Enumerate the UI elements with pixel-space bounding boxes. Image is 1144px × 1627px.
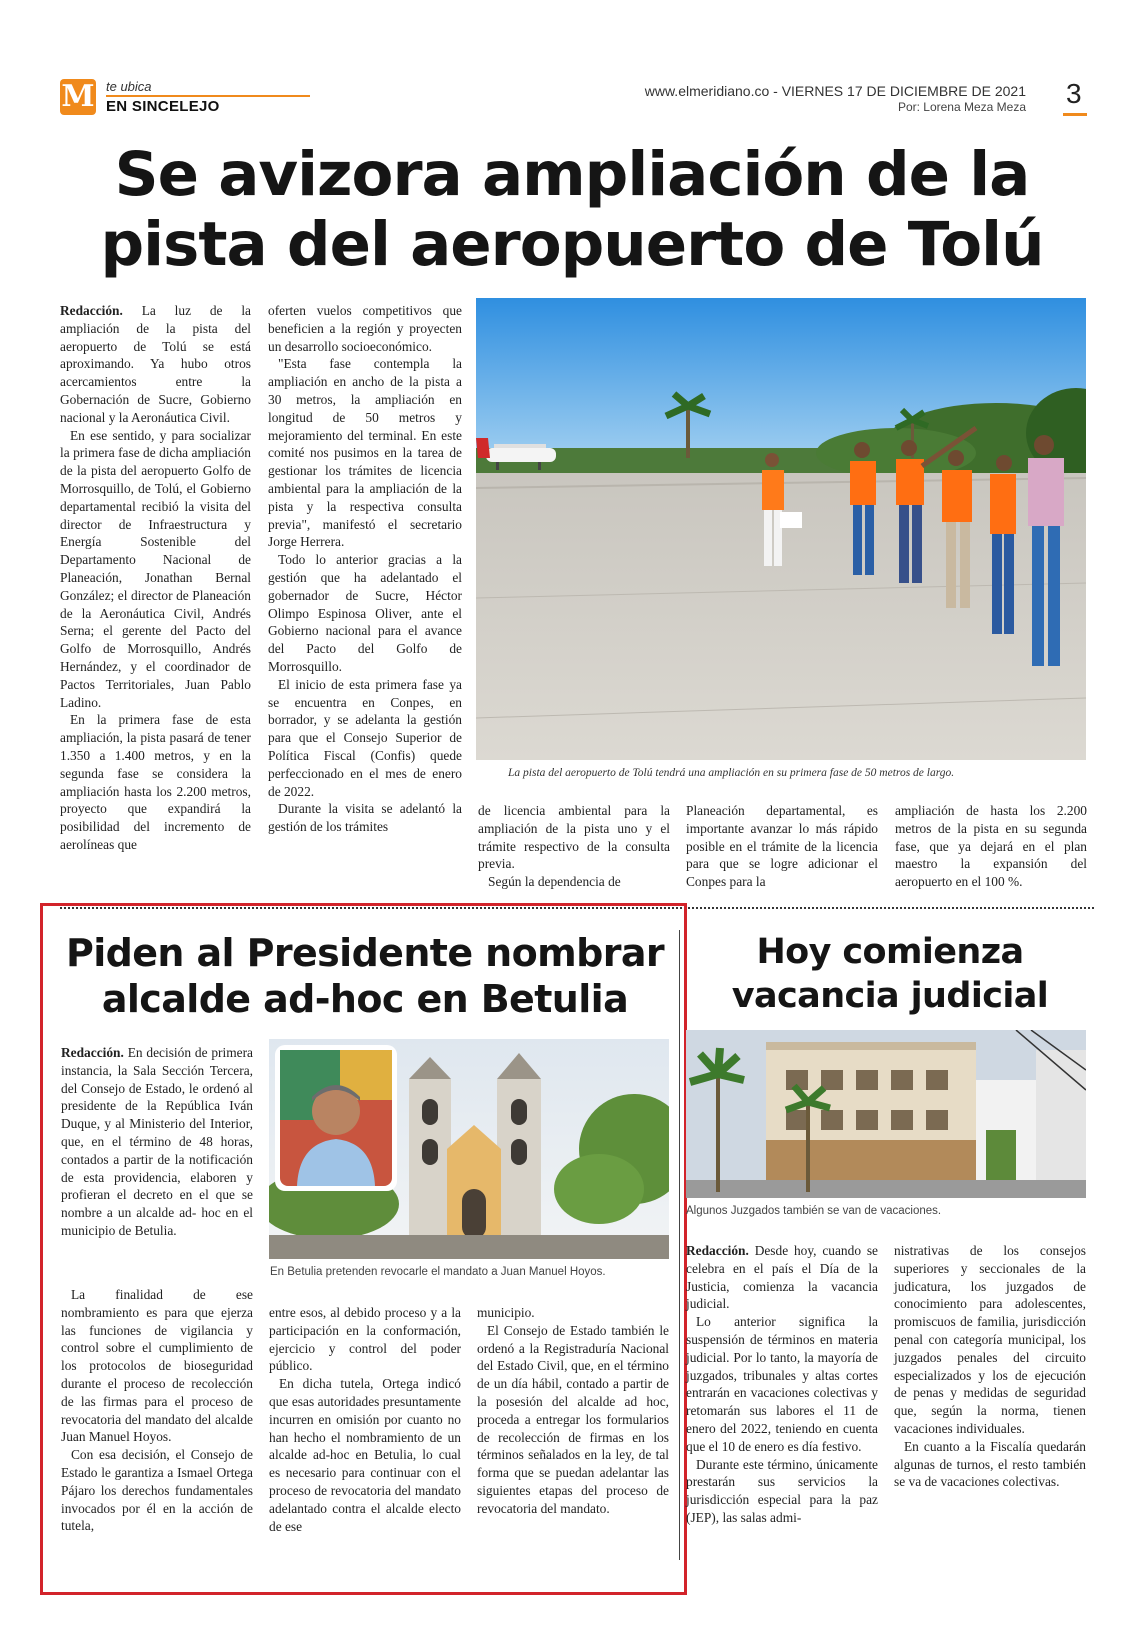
lead-dateline-label: Redacción.: [60, 303, 123, 318]
lead-paragraph: oferten vuelos competitivos que beneficien a la región y proyecten un desarrollo socioeconómico.: [268, 303, 462, 354]
vacancia-paragraph-text: Desde hoy, cuando se celebra en el país el Día de la Justicia, comienza la vacancia judicial.: [686, 1243, 878, 1312]
page-number-rule: [1063, 113, 1087, 116]
betulia-paragraph: [61, 1044, 253, 1240]
vacancia-headline-line1: Hoy comienza: [756, 932, 1024, 972]
betulia-paragraph-text: En decisión de primera instancia, la Sala Sección Tercera, del Consejo de Estado, le ordenó al presidente de la República Iván Duque, y al Ministerio del Interior, que, en el término de 48 horas, contados a partir de la notificación de esta providencia, elaboren y profieran el decreto en el que se nombre a un alcalde ad- hoc en el municipio de Betulia.: [61, 1045, 253, 1238]
lead-column-5: [895, 802, 1087, 902]
lead-paragraph-text: La luz de la ampliación de la pista del aeropuerto de Tolú se está aproximando. Ya hubo otros acercamientos entre la Gobernación de Sucre, Gobierno nacional y la Aeronáutica Civil.: [60, 303, 251, 425]
betulia-paragraph: La finalidad de ese nombramiento es para que ejerza las funciones de vigilancia y control sobre el cumplimiento de los protocolos de bioseguridad durante el proceso de recolección de las firmas para el proceso de revocatoria del mandato del alcalde Juan Manuel Hoyos.: [61, 1287, 253, 1445]
lead-paragraph: En la primera fase de esta ampliación, la pista pasará de tener 1.350 a 1.400 metros, y en la segunda fase se considera la ampliación hasta los 2.200 metros, proyecto que expandirá la posibilidad del incremento de aerolíneas que: [60, 712, 251, 852]
vacancia-paragraph: [686, 1242, 878, 1313]
lead-column-3: [478, 802, 670, 902]
lead-paragraph: "Esta fase contempla la ampliación en ancho de la pista a 30 metros, la ampliación en longitud de 50 metros y mejoramiento del terminal. En este comité nos pusimos en la tarea de gestionar los trámites de licencia ambiental para la ampliación de la pista y la respectiva consulta previa", manifestó el secretario Jorge Herrera.: [268, 356, 462, 550]
dateline: www.elmeridiano.co - VIERNES 17 DE DICIEMBRE DE 2021: [644, 83, 1026, 99]
lead-column-2: [268, 302, 462, 900]
vacancia-headline: [690, 930, 1090, 1018]
lead-paragraph: Según la dependencia de: [488, 874, 621, 890]
lead-column-1: [60, 302, 251, 900]
lead-paragraph: Todo lo anterior gracias a la gestión que ha adelantado el gobernador de Sucre, Héctor Olimpo Espinosa Oliver, ante el Gobierno nacional para el avance del Pacto del Golfo de Morrosquillo.: [268, 552, 462, 674]
betulia-paragraph: En dicha tutela, Ortega indicó que esas autoridades presuntamente incurren en omisión por cuanto no han hecho el nombramiento de un alcalde ad-hoc en Betulia, lo cual es necesario para continuar con el proceso de revocatoria del mandato adelantado contra el alcalde electo de ese: [269, 1376, 461, 1534]
betulia-headline: [50, 930, 680, 1022]
lead-paragraph: ampliación de hasta los 2.200 metros de la pista en su segunda fase, que ya dejará en el plan maestro la expansión del aeropuerto en el 100 %.: [895, 803, 1087, 890]
betulia-column-1-bottom: [61, 1286, 253, 1566]
header-rule: [106, 95, 310, 97]
betulia-column-1-top: [61, 1044, 253, 1284]
vacancia-column-1: [686, 1242, 878, 1572]
betulia-dateline-label: Redacción.: [61, 1045, 124, 1060]
betulia-headline-line1: Piden al Presidente nombrar: [65, 931, 665, 975]
section-kicker: te ubica: [106, 79, 152, 94]
lead-headline-line2: pista del aeropuerto de Tolú: [100, 209, 1044, 280]
airport-photo: [476, 298, 1086, 760]
lead-paragraph: [60, 302, 251, 427]
airport-photo-caption: La pista del aeropuerto de Tolú tendrá una ampliación en su primera fase de 50 metros de largo.: [508, 767, 955, 779]
betulia-paragraph: entre esos, al debido proceso y a la participación en la conformación, ejercicio y control del poder público.: [269, 1305, 461, 1374]
betulia-photo-caption: En Betulia pretenden revocarle el mandato a Juan Manuel Hoyos.: [270, 1266, 606, 1278]
vacancia-paragraph: nistrativas de los consejos superiores y seccionales de la judicatura, los juzgados de conocimiento para adolescentes, promiscuos de familia, jurisdicción penal con categoría municipal, los juzgados penales del circuito especializados y los de ejecución de penas y medidas de seguridad que, según la norma, tienen vacaciones individuales.: [894, 1243, 1086, 1436]
byline: Por: Lorena Meza Meza: [897, 100, 1026, 114]
betulia-paragraph: El Consejo de Estado también le ordenó a la Registraduría Nacional del Estado Civil, que, en el término de un día hábil, contado a partir de la posesión del alcalde ad hoc, proceda a entregar los formularios de recolección de firmas en los términos señalados en la ley, de tal forma que se puedan adelantar las siguientes etapas del proceso de revocatoria del mandato.: [477, 1322, 669, 1516]
lead-headline-line1: Se avizora ampliación de la: [114, 139, 1030, 210]
vacancia-paragraph: Lo anterior significa la suspensión de términos en materia judicial. Por lo tanto, la mayoría de juzgados, tribunales y altas cortes entrarán en vacaciones colectivas y retomarán sus labores el 11 de enero del 2022, teniendo en cuenta que el 10 de enero es día festivo.: [686, 1314, 878, 1454]
lead-paragraph: Planeación departamental, es importante avanzar lo más rápido posible en el trámite de la licencia para que se logre adicionar el Conpes para la: [686, 803, 878, 890]
vacancia-dateline-label: Redacción.: [686, 1243, 749, 1258]
newspaper-logo: M: [61, 79, 95, 114]
column-rule: [679, 930, 680, 1560]
vacancia-paragraph: En cuanto a la Fiscalía quedarán algunas de turnos, el resto también se va de vacaciones colectivas.: [894, 1438, 1086, 1490]
betulia-paragraph: Con esa decisión, el Consejo de Estado le garantiza a Ismael Ortega Pájaro los derechos fundamentales invocados por él en la acción de tutela,: [61, 1447, 253, 1534]
betulia-paragraph: municipio.: [477, 1305, 535, 1320]
section-name: EN SINCELEJO: [106, 98, 220, 115]
courthouse-photo: [686, 1030, 1086, 1198]
betulia-photo: [269, 1039, 669, 1259]
lead-paragraph: Durante la visita se adelantó la gestión de los trámites: [268, 801, 462, 835]
lead-paragraph: En ese sentido, y para socializar la primera fase de dicha ampliación de la pista del aeropuerto Golfo de Morrosquillo, de Tolú, el Gobierno departamental recibió la visita del director de Infraestructura y Energía Sostenible del Departamento Nacional de Planeación, Jonathan Bernal González; el director de Planeación de la Aeronáutica Civil, Andrés Serna; el gerente del Pacto del Golfo de Morrosquillo, Andrés Hernández, y el coordinador de Pactos Territoriales, Juan Pablo Ladino.: [60, 427, 251, 710]
courthouse-photo-caption: Algunos Juzgados también se van de vacaciones.: [686, 1205, 942, 1217]
betulia-headline-line2: alcalde ad-hoc en Betulia: [101, 977, 629, 1021]
lead-headline: [50, 140, 1094, 280]
lead-column-4: [686, 802, 878, 902]
vacancia-headline-line2: vacancia judicial: [731, 976, 1049, 1016]
lead-paragraph: El inicio de esta primera fase ya se encuentra en Conpes, en borrador, y se adelanta la gestión para que el Consejo Superior de Política Fiscal (Confis) quede perfeccionado en el mes de enero de 2022.: [268, 676, 462, 799]
betulia-column-3: [477, 1304, 669, 1564]
page-number: 3: [1066, 78, 1082, 109]
vacancia-column-2: [894, 1242, 1086, 1572]
vacancia-paragraph: Durante este término, únicamente prestarán sus servicios la jurisdicción especial para la paz (JEP), las salas admi-: [686, 1456, 878, 1525]
lead-paragraph: de licencia ambiental para la ampliación de la pista uno y el trámite respectivo de la consulta previa.: [478, 803, 670, 872]
betulia-column-2: [269, 1304, 461, 1564]
